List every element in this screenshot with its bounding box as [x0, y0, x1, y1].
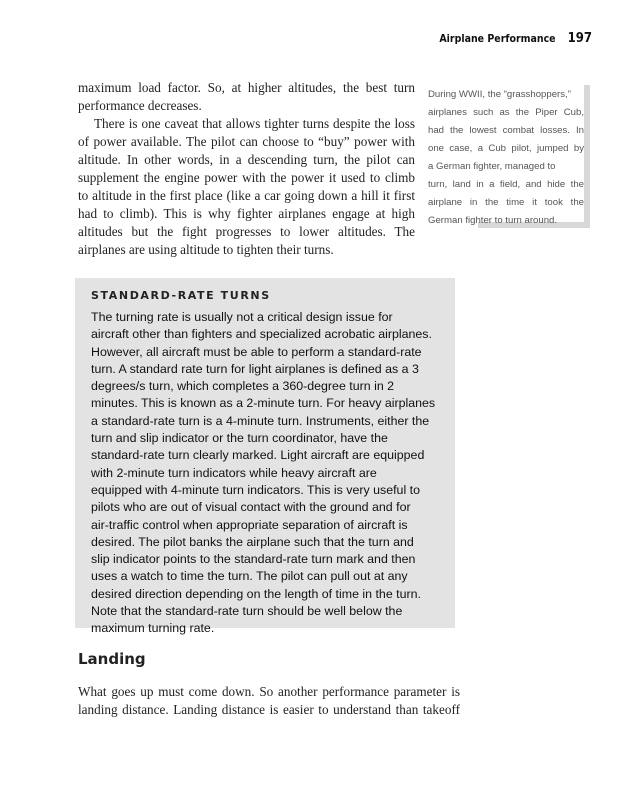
body-line: had to climb). This is why fighter airplanes engage at high	[78, 206, 415, 221]
box-line: air-traffic control when appropriate separation of aircraft is	[91, 517, 408, 532]
page-number: 197	[567, 31, 592, 46]
box-line: The turning rate is usually not a critical design issue for	[91, 310, 393, 324]
box-body	[91, 309, 441, 638]
box-line: aircraft other than fighters and specialized acrobatic airplanes.	[91, 327, 432, 342]
body-line: altitude. In other words, in a descending turn, the pilot can	[78, 152, 415, 167]
running-header	[439, 31, 592, 46]
box-line: a standard-rate turn is a 4-minute turn. Instruments, either the	[91, 413, 430, 428]
running-title: Airplane Performance	[439, 33, 556, 45]
sidebar-line: turn, land in a field, and hide the	[428, 179, 584, 190]
body-line: airplanes are using altitude to tighten their turns.	[78, 242, 334, 257]
body-line: supplement the engine power with the power it used to climb	[78, 170, 415, 185]
sidebar-line: airplane in the time it took the	[428, 197, 584, 208]
box-line: minutes. This is known as a 2-minute turn. For heavy airplanes	[91, 396, 436, 411]
box-line: Note that the standard-rate turn should be well below the	[91, 604, 403, 619]
box-line: turn and slip indicator or the turn coordinator, have the	[91, 431, 388, 446]
body-line: of power available. The pilot can choose to “buy” power with	[78, 134, 415, 149]
body-line: to altitude in the first place (like a car going down a hill it first	[78, 188, 415, 203]
box-title: STANDARD-RATE TURNS	[91, 289, 271, 302]
box-line: maximum turning rate.	[91, 621, 215, 636]
sidebar-line: During WWII, the “grasshoppers,”	[428, 89, 571, 100]
sidebar-line: airplanes such as the Piper Cub,	[428, 107, 584, 118]
box-line: with 2-minute turn indicators while heavy aircraft are	[91, 465, 377, 480]
standard-rate-turns-box	[75, 278, 455, 636]
sidebar-line: one case, a Cub pilot, jumped by	[428, 143, 584, 154]
body-text	[78, 79, 415, 259]
box-line: turn. A standard rate turn for light airplanes is defined as a 3	[91, 361, 419, 376]
body-line: landing distance. Landing distance is easier to understand than takeoff	[78, 702, 460, 717]
box-line: However, all aircraft must be able to perform a standard-rate	[91, 344, 422, 359]
landing-text	[78, 683, 460, 719]
section-heading: Landing	[78, 650, 146, 668]
body-line: What goes up must come down. So another performance parameter is	[78, 684, 460, 699]
box-line: degrees/s turn, which completes a 360-degree turn in 2	[91, 379, 395, 394]
body-line: maximum load factor. So, at higher altitudes, the best turn	[78, 80, 415, 95]
body-line: There is one caveat that allows tighter turns despite the loss	[94, 116, 415, 131]
sidebar-note	[424, 80, 584, 226]
sidebar-line: German fighter to turn around.	[428, 215, 558, 226]
body-line: altitudes but the fight progresses to lower altitudes. The	[78, 224, 415, 239]
box-line: pilots who are out of visual contact with the ground and for	[91, 500, 411, 515]
box-line: desired. The pilot banks the airplane such that the turn and	[91, 534, 414, 549]
box-line: desired direction depending on the length of time in the turn.	[91, 586, 421, 601]
sidebar-line: had the lowest combat losses. In	[428, 125, 584, 136]
box-line: standard-rate turn clearly marked. Light aircraft are equipped	[91, 448, 425, 463]
box-line: uses a watch to time the turn. The pilot can pull out at any	[91, 569, 408, 584]
body-line: performance decreases.	[78, 98, 202, 113]
box-line: slip indicator points to the standard-rate turn mark and then	[91, 552, 416, 567]
sidebar-line: a German fighter, managed to	[428, 161, 556, 172]
box-line: equipped with 4-minute turn indicators. This is very useful to	[91, 482, 420, 497]
